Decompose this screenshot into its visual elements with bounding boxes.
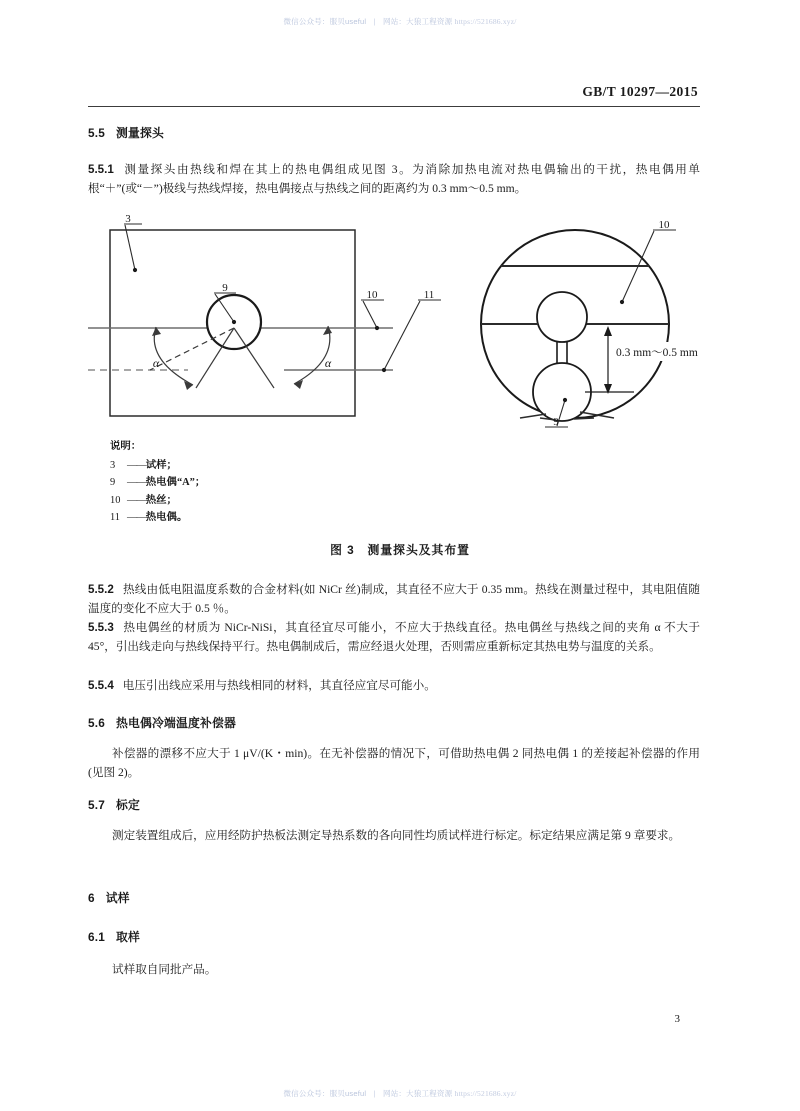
page-number: 3 (674, 1013, 680, 1025)
heading-5-7-title: 标定 (116, 798, 140, 812)
heading-6 (88, 889, 700, 908)
heading-5-5-title: 测量探头 (116, 126, 164, 140)
callout-label-10: 10 (366, 289, 378, 301)
watermark-right-text: 网站：大狼工程资源 (383, 17, 453, 26)
watermark-left-text: 微信公众号：服贝useful (283, 17, 367, 26)
detail-callout-label-9: 9 (553, 416, 559, 428)
watermark-bottom (0, 1088, 800, 1099)
legend-value-11: 热电偶。 (145, 512, 188, 524)
clause-5-5-2-text: 热线由低电阻温度系数的合金材料(如 NiCr 丝)制成，其直径不应大于 0.35 mm。热线在测量过程中，其电阻值随温度的变化不应大于 0.5 ％。 (88, 583, 700, 616)
figure-caption-title: 测量探头及其布置 (367, 543, 470, 557)
watermark-url: https://521686.xyz/ (454, 17, 517, 26)
legend-key-3: 3 (110, 459, 116, 471)
heading-5-6 (88, 714, 700, 733)
legend-item-3 (110, 457, 205, 475)
clause-5-5-4 (88, 676, 700, 695)
detail-callout-10-dot (620, 300, 624, 304)
heading-6-1 (88, 928, 700, 947)
legend-item-9 (110, 474, 205, 492)
watermark-bottom-right-text: 网站：大狼工程资源 (383, 1089, 453, 1098)
heading-6-title: 试样 (105, 891, 130, 905)
detail-wire-1 (520, 414, 546, 418)
heading-5-7 (88, 796, 700, 815)
body-5-6: 补偿器的漂移不应大于 1 μV/(K・min)。在无补偿器的情况下，可借助热电偶 2 同热电偶 1 的差接起补偿器的作用(见图 2)。 (88, 747, 700, 780)
clause-5-5-2 (88, 580, 700, 619)
clause-5-5-1-text: 测量探头由热线和焊在其上的热电偶组成见图 3。为消除加热电流对热电偶输出的干扰，热电偶用单根“＋”(或“－”)极线与热线焊接，热电偶接点与热线之间的距离约为 0.3 mm～0.5 mm。 (88, 163, 700, 196)
figure-caption-label: 图 3 (330, 543, 355, 557)
callout-11-leader (384, 301, 420, 370)
clause-5-5-2-number: 5.5.2 (88, 583, 114, 596)
legend-value-10: 热丝； (145, 494, 177, 506)
watermark-bottom-url: https://521686.xyz/ (454, 1089, 517, 1098)
callout-10-dot (375, 326, 379, 330)
legend-value-9: 热电偶“A”； (145, 477, 206, 489)
detail-callout-label-10: 10 (658, 219, 670, 231)
heading-5-5-number: 5.5 (88, 126, 105, 140)
watermark-bottom-separator: | (373, 1089, 376, 1098)
dimension-label: 0.3 mm～0.5 mm (616, 347, 698, 359)
clause-5-5-4-text: 电压引出线应采用与热线相同的材料，其直径应宜尽可能小。 (122, 679, 436, 692)
angle-label-right: α (324, 356, 332, 370)
detail-callout-9-dot (563, 398, 567, 402)
clause-5-5-3-number: 5.5.3 (88, 621, 114, 634)
legend-key-10: 10 (110, 494, 121, 506)
figure-caption (0, 541, 800, 558)
clause-5-5-1-number: 5.5.1 (88, 163, 114, 176)
legend-key-9: 9 (110, 477, 116, 489)
callout-9-dot (232, 320, 236, 324)
legend-dash-10: —— (127, 494, 146, 506)
clause-5-5-1 (88, 160, 700, 199)
heading-5-7-number: 5.7 (88, 798, 105, 812)
detail-wire-4 (574, 418, 594, 419)
legend-item-10 (110, 492, 205, 510)
legend-dash-3: —— (127, 459, 146, 471)
dimension-arrow-top (604, 326, 612, 336)
legend-dash-9: —— (127, 477, 146, 489)
legend-item-11 (110, 509, 205, 527)
body-6-1: 试样取自同批产品。 (112, 963, 217, 976)
clause-5-5-4-number: 5.5.4 (88, 679, 114, 692)
callout-label-9: 9 (222, 282, 228, 294)
standard-number-header: GB/T 10297—2015 (582, 84, 698, 99)
angle-arc-right (294, 326, 330, 384)
callout-label-3: 3 (125, 214, 131, 225)
watermark-bottom-left-text: 微信公众号：服贝useful (283, 1089, 367, 1098)
callout-10-leader (363, 301, 377, 328)
heading-6-1-title: 取样 (116, 930, 140, 944)
callout-3-leader (125, 225, 135, 270)
heading-6-1-number: 6.1 (88, 930, 105, 944)
angle-arc-left (154, 327, 193, 385)
legend-dash-11: —— (127, 512, 146, 524)
legend-key-11: 11 (110, 512, 121, 524)
figure-legend (110, 438, 205, 527)
header-divider (88, 106, 700, 107)
callout-11-dot (382, 368, 386, 372)
heading-5-6-title: 热电偶冷端温度补偿器 (116, 716, 236, 730)
legend-value-3: 试样； (145, 459, 177, 471)
callout-3-dot (133, 268, 137, 272)
watermark-separator: | (373, 17, 376, 26)
callout-label-11: 11 (423, 289, 435, 301)
heading-6-number: 6 (88, 891, 95, 905)
body-5-7: 测定装置组成后，应用经防护热板法测定导热系数的各向同性均质试样进行标定。标定结果应满足第 9 章要求。 (112, 829, 681, 842)
heading-5-6-number: 5.6 (88, 716, 105, 730)
clause-5-5-3 (88, 618, 700, 657)
angle-label-left: α (152, 356, 160, 370)
heading-5-5 (88, 124, 700, 143)
detail-upper-bead (537, 292, 587, 342)
legend-title: 说明： (110, 441, 142, 452)
watermark-top (0, 16, 800, 27)
figure-3-measuring-probe (88, 214, 700, 429)
clause-5-5-3-text: 热电偶丝的材质为 NiCr-NiSi，其直径宜尽可能小，不应大于热线直径。热电偶丝与热线之间的夹角 α 不大于 45°，引出线走向与热线保持平行。热电偶制成后，需应经退火处理，否则需应重新标定其热电势与温度的关系。 (88, 621, 700, 654)
